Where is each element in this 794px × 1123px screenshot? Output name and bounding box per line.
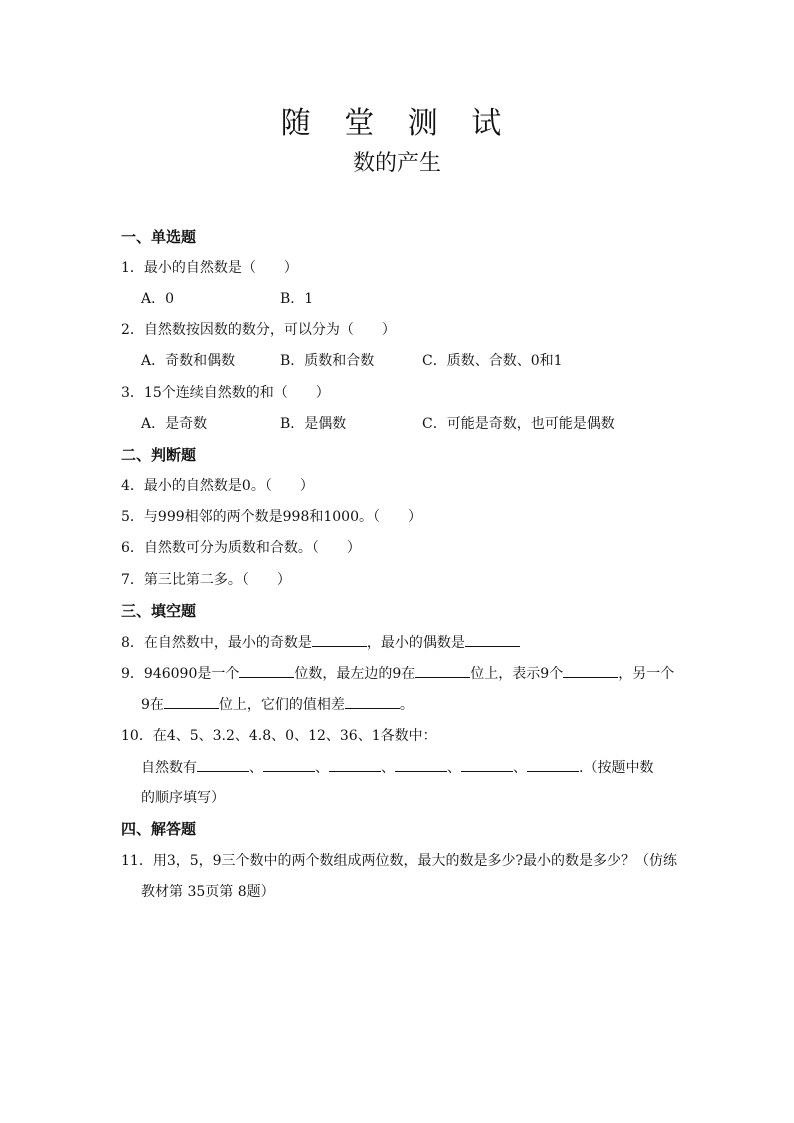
question-9-part-4: ，另一个 xyxy=(618,666,675,682)
answer-blank[interactable] xyxy=(527,757,579,772)
question-6-text: 6．自然数可分为质数和合数。（ ） xyxy=(121,540,361,556)
answer-blank[interactable] xyxy=(563,663,618,678)
question-5-text: 5．与999相邻的两个数是998和1000。（ ） xyxy=(121,509,422,525)
separator: 、 xyxy=(513,760,527,776)
question-2-option-b: B．质数和合数 xyxy=(280,353,375,369)
question-11-line-1: 11．用3，5，9三个数中的两个数组成两位数，最大的数是多少?最小的数是多少？（仿练 xyxy=(121,853,678,869)
question-8 xyxy=(121,632,520,653)
answer-blank[interactable] xyxy=(164,694,219,709)
separator: 、 xyxy=(315,760,329,776)
question-2-option-a: A．奇数和偶数 xyxy=(141,353,236,369)
question-1-option-a: A．0 xyxy=(141,291,175,307)
section-heading-fill-blank: 三、填空题 xyxy=(121,602,197,620)
question-8-part-1: 8．在自然数中，最小的奇数是 xyxy=(121,635,312,651)
question-10-line-2 xyxy=(141,757,653,778)
question-9-part-3: 位上，表示9个 xyxy=(470,666,564,682)
question-10-part-1: 自然数有 xyxy=(141,760,197,776)
question-10-part-2: .（按题中数 xyxy=(579,760,654,776)
question-9-part-2: 位数，最左边的9在 xyxy=(294,666,416,682)
question-11-line-2: 教材第 35页第 8题） xyxy=(141,884,275,900)
section-heading-true-false: 二、判断题 xyxy=(121,446,197,464)
answer-blank[interactable] xyxy=(197,757,249,772)
answer-blank[interactable] xyxy=(465,632,520,647)
separator: 、 xyxy=(447,760,461,776)
question-9-part-7: 。 xyxy=(399,697,414,713)
answer-blank[interactable] xyxy=(239,663,294,678)
separator: 、 xyxy=(249,760,263,776)
answer-blank[interactable] xyxy=(395,757,447,772)
page-subtitle: 数的产生 xyxy=(352,151,441,176)
section-heading-solve: 四、解答题 xyxy=(121,820,197,838)
answer-blank[interactable] xyxy=(461,757,513,772)
question-9-part-1: 9．946090是一个 xyxy=(121,666,240,682)
question-3-option-c: C．可能是奇数，也可能是偶数 xyxy=(422,416,615,432)
question-9-line-2 xyxy=(141,694,414,715)
question-8-part-2: ，最小的偶数是 xyxy=(366,635,465,651)
page-title: 随 堂 测 试 xyxy=(280,106,514,141)
section-heading-single-choice: 一、单选题 xyxy=(121,228,197,246)
question-2-option-c: C．质数、合数、0和1 xyxy=(422,353,563,369)
answer-blank[interactable] xyxy=(415,663,470,678)
question-10-text: 10．在4、5、3.2、4.8、0、12、36、1各数中： xyxy=(121,728,437,744)
question-9-line-1 xyxy=(121,663,674,684)
question-1-option-b: B．1 xyxy=(280,291,314,307)
separator: 、 xyxy=(381,760,395,776)
question-2-text: 2．自然数按因数的数分，可以分为（ ） xyxy=(121,322,396,338)
question-7-text: 7．第三比第二多。（ ） xyxy=(121,572,291,588)
question-3-text: 3．15个连续自然数的和（ ） xyxy=(121,385,330,401)
question-1-text: 1．最小的自然数是（ ） xyxy=(121,260,298,276)
question-9-part-5: 9在 xyxy=(141,697,164,713)
question-10-line-3: 的顺序填写） xyxy=(141,790,225,806)
answer-blank[interactable] xyxy=(312,632,367,647)
question-9-part-6: 位上，它们的值相差 xyxy=(218,697,345,713)
question-3-option-b: B．是偶数 xyxy=(280,416,347,432)
question-4-text: 4．最小的自然数是0。（ ） xyxy=(121,478,314,494)
answer-blank[interactable] xyxy=(263,757,315,772)
question-3-option-a: A．是奇数 xyxy=(141,416,208,432)
answer-blank[interactable] xyxy=(345,694,400,709)
answer-blank[interactable] xyxy=(329,757,381,772)
